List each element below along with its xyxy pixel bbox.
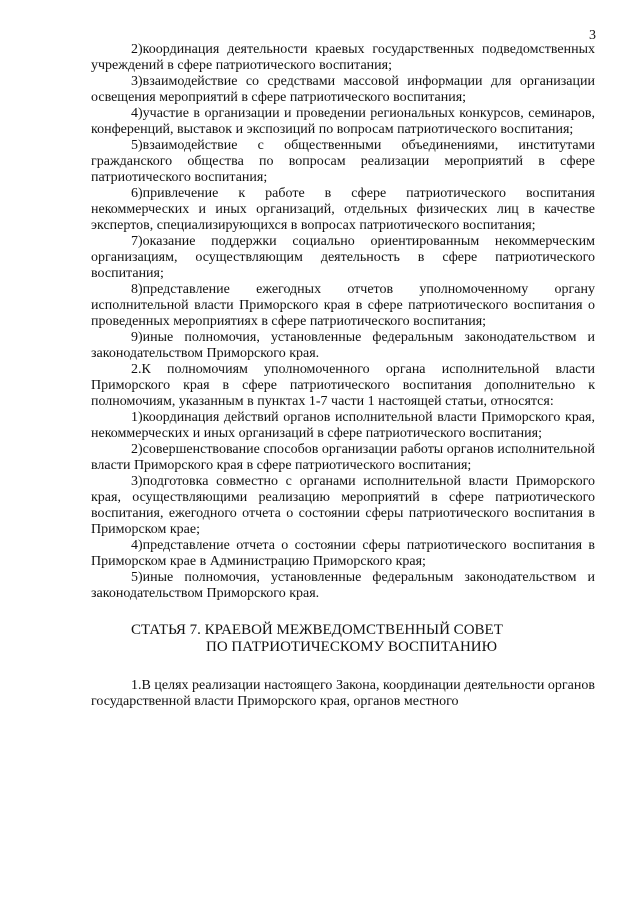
paragraph: 1)координация действий органов исполнительной власти Приморского края, некоммерческих и иных организаций в сфере патриотического воспитания; [91,410,595,441]
paragraph: 5)взаимодействие с общественными объединениями, институтами гражданского общества по вопросам реализации мероприятий в сфере патриотического воспитания; [91,138,595,185]
paragraph: 8)представление ежегодных отчетов уполномоченному органу исполнительной власти Приморского края в сфере патриотического воспитания о проведенных мероприятиях в сфере патриотического воспитания; [91,282,595,329]
paragraph: 9)иные полномочия, установленные федеральным законодательством и законодательством Приморского края. [91,330,595,361]
page-number: 3 [589,28,596,43]
paragraph: 4)участие в организации и проведении региональных конкурсов, семинаров, конференций, выставок и экспозиций по вопросам патриотического воспитания; [91,106,595,137]
paragraph: 4)представление отчета о состоянии сферы патриотического воспитания в Приморском крае в Администрацию Приморского края; [91,538,595,569]
paragraph: 3)подготовка совместно с органами исполнительной власти Приморского края, осуществляющими реализацию мероприятий в сфере патриотического воспитания, ежегодного отчета о состоянии сферы патриотического воспитания в Приморском крае; [91,474,595,537]
paragraph: 7)оказание поддержки социально ориентированным некоммерческим организациям, осуществляющим деятельность в сфере патриотического воспитания; [91,234,595,281]
article-heading-line-2: ПО ПАТРИОТИЧЕСКОМУ ВОСПИТАНИЮ [206,639,498,655]
document-body [91,42,595,710]
paragraph: 1.В целях реализации настоящего Закона, координации деятельности органов государственной власти Приморского края, органов местного [91,678,595,709]
article-heading-line-1: СТАТЬЯ 7. КРАЕВОЙ МЕЖВЕДОМСТВЕННЫЙ СОВЕТ [131,622,503,638]
paragraph: 2.К полномочиям уполномоченного органа исполнительной власти Приморского края в сфере патриотического воспитания дополнительно к полномочиям, указанным в пунктах 1-7 части 1 настоящей статьи, относятся: [91,362,595,409]
article-heading [91,622,595,656]
paragraph: 2)координация деятельности краевых государственных подведомственных учреждений в сфере патриотического воспитания; [91,42,595,73]
paragraph: 5)иные полномочия, установленные федеральным законодательством и законодательством Приморского края. [91,570,595,601]
paragraph: 3)взаимодействие со средствами массовой информации для организации освещения мероприятий в сфере патриотического воспитания; [91,74,595,105]
paragraph: 2)совершенствование способов организации работы органов исполнительной власти Приморского края в сфере патриотического воспитания; [91,442,595,473]
paragraph: 6)привлечение к работе в сфере патриотического воспитания некоммерческих и иных организаций, отдельных физических лиц в качестве экспертов, специализирующихся в вопросах патриотического воспитания; [91,186,595,233]
